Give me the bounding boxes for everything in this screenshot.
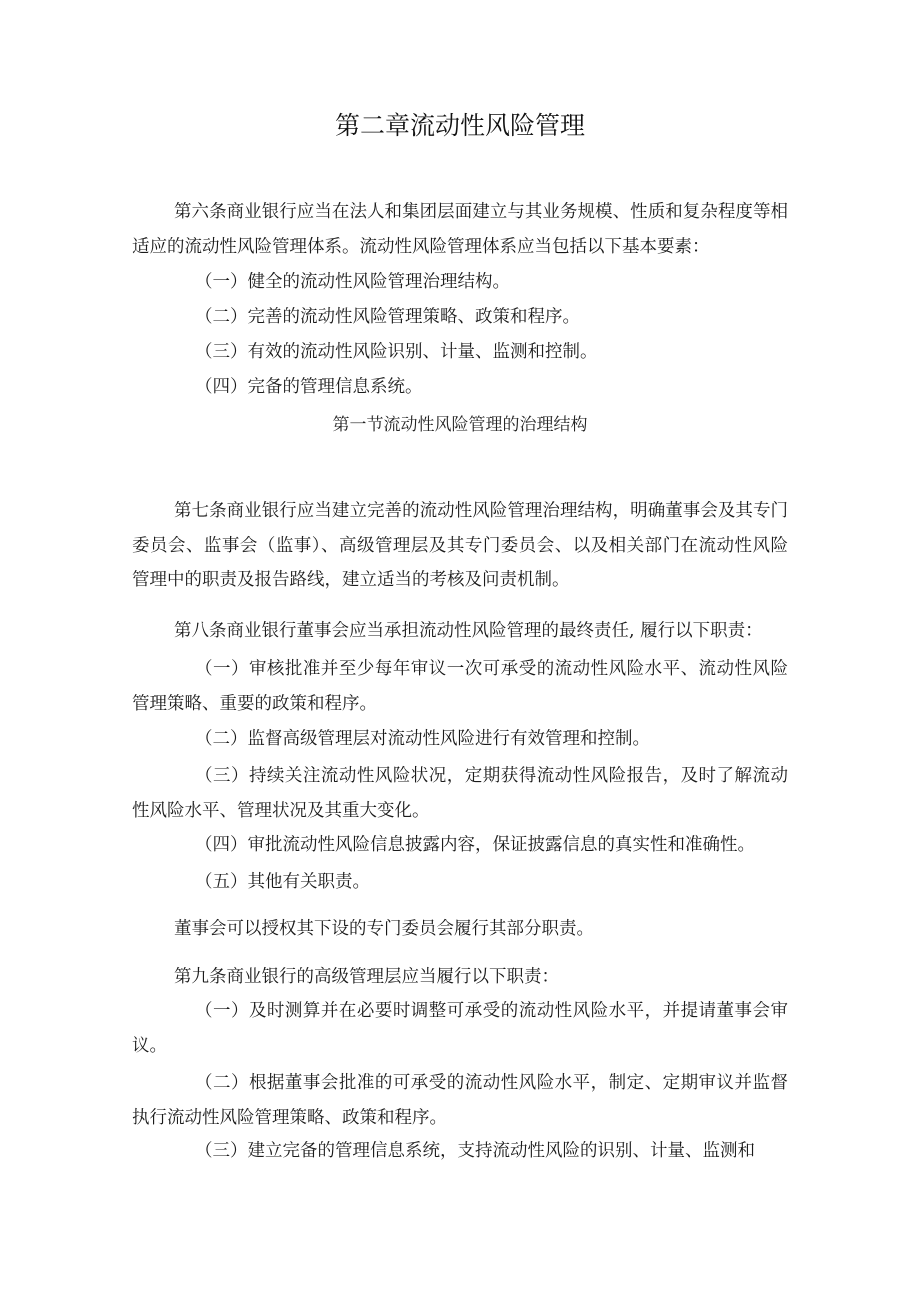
article-6: 第六条商业银行应当在法人和集团层面建立与其业务规模、性质和复杂程度等相适应的流动性风险管理体系。流动性风险管理体系应当包括以下基本要素： xyxy=(132,202,788,257)
article-9-item-3: （三）建立完备的管理信息系统，支持流动性风险的识别、计量、监测和 xyxy=(195,1141,755,1161)
article-6-item-4: （四）完备的管理信息系统。 xyxy=(195,377,423,397)
article-9-item-1: （一）及时测算并在必要时调整可承受的流动性风险水平，并提请董事会审议。 xyxy=(132,1001,788,1056)
chapter-title: 第二章流动性风险管理 xyxy=(334,111,585,140)
article-6-item-3: （三）有效的流动性风险识别、计量、监测和控制。 xyxy=(195,342,598,362)
article-9-item-2: （二）根据董事会批准的可承受的流动性风险水平，制定、定期审议并监督执行流动性风险管理策略、政策和程序。 xyxy=(132,1073,788,1128)
article-8-item-5: （五）其他有关职责。 xyxy=(195,872,370,892)
article-8-item-2: （二）监督高级管理层对流动性风险进行有效管理和控制。 xyxy=(195,729,650,749)
article-9: 第九条商业银行的高级管理层应当履行以下职责： xyxy=(174,967,559,987)
article-8-item-4: （四）审批流动性风险信息披露内容，保证披露信息的真实性和准确性。 xyxy=(195,835,755,855)
board-delegation: 董事会可以授权其下设的专门委员会履行其部分职责。 xyxy=(174,919,594,939)
article-7: 第七条商业银行应当建立完善的流动性风险管理治理结构，明确董事会及其专门委员会、监事会（监事）、高级管理层及其专门委员会、以及相关部门在流动性风险管理中的职责及报告路线，建立适当的考核及问责机制。 xyxy=(132,501,788,590)
article-6-item-1: （一）健全的流动性风险管理治理结构。 xyxy=(195,272,510,292)
article-8-item-1: （一）审核批准并至少每年审议一次可承受的流动性风险水平、流动性风险管理策略、重要的政策和程序。 xyxy=(132,659,788,714)
article-6-item-2: （二）完善的流动性风险管理策略、政策和程序。 xyxy=(195,307,580,327)
article-8-item-3: （三）持续关注流动性风险状况，定期获得流动性风险报告，及时了解流动性风险水平、管理状况及其重大变化。 xyxy=(132,766,788,821)
section-title: 第一节流动性风险管理的治理结构 xyxy=(332,415,588,435)
article-8: 第八条商业银行董事会应当承担流动性风险管理的最终责任, 履行以下职责： xyxy=(174,621,763,641)
